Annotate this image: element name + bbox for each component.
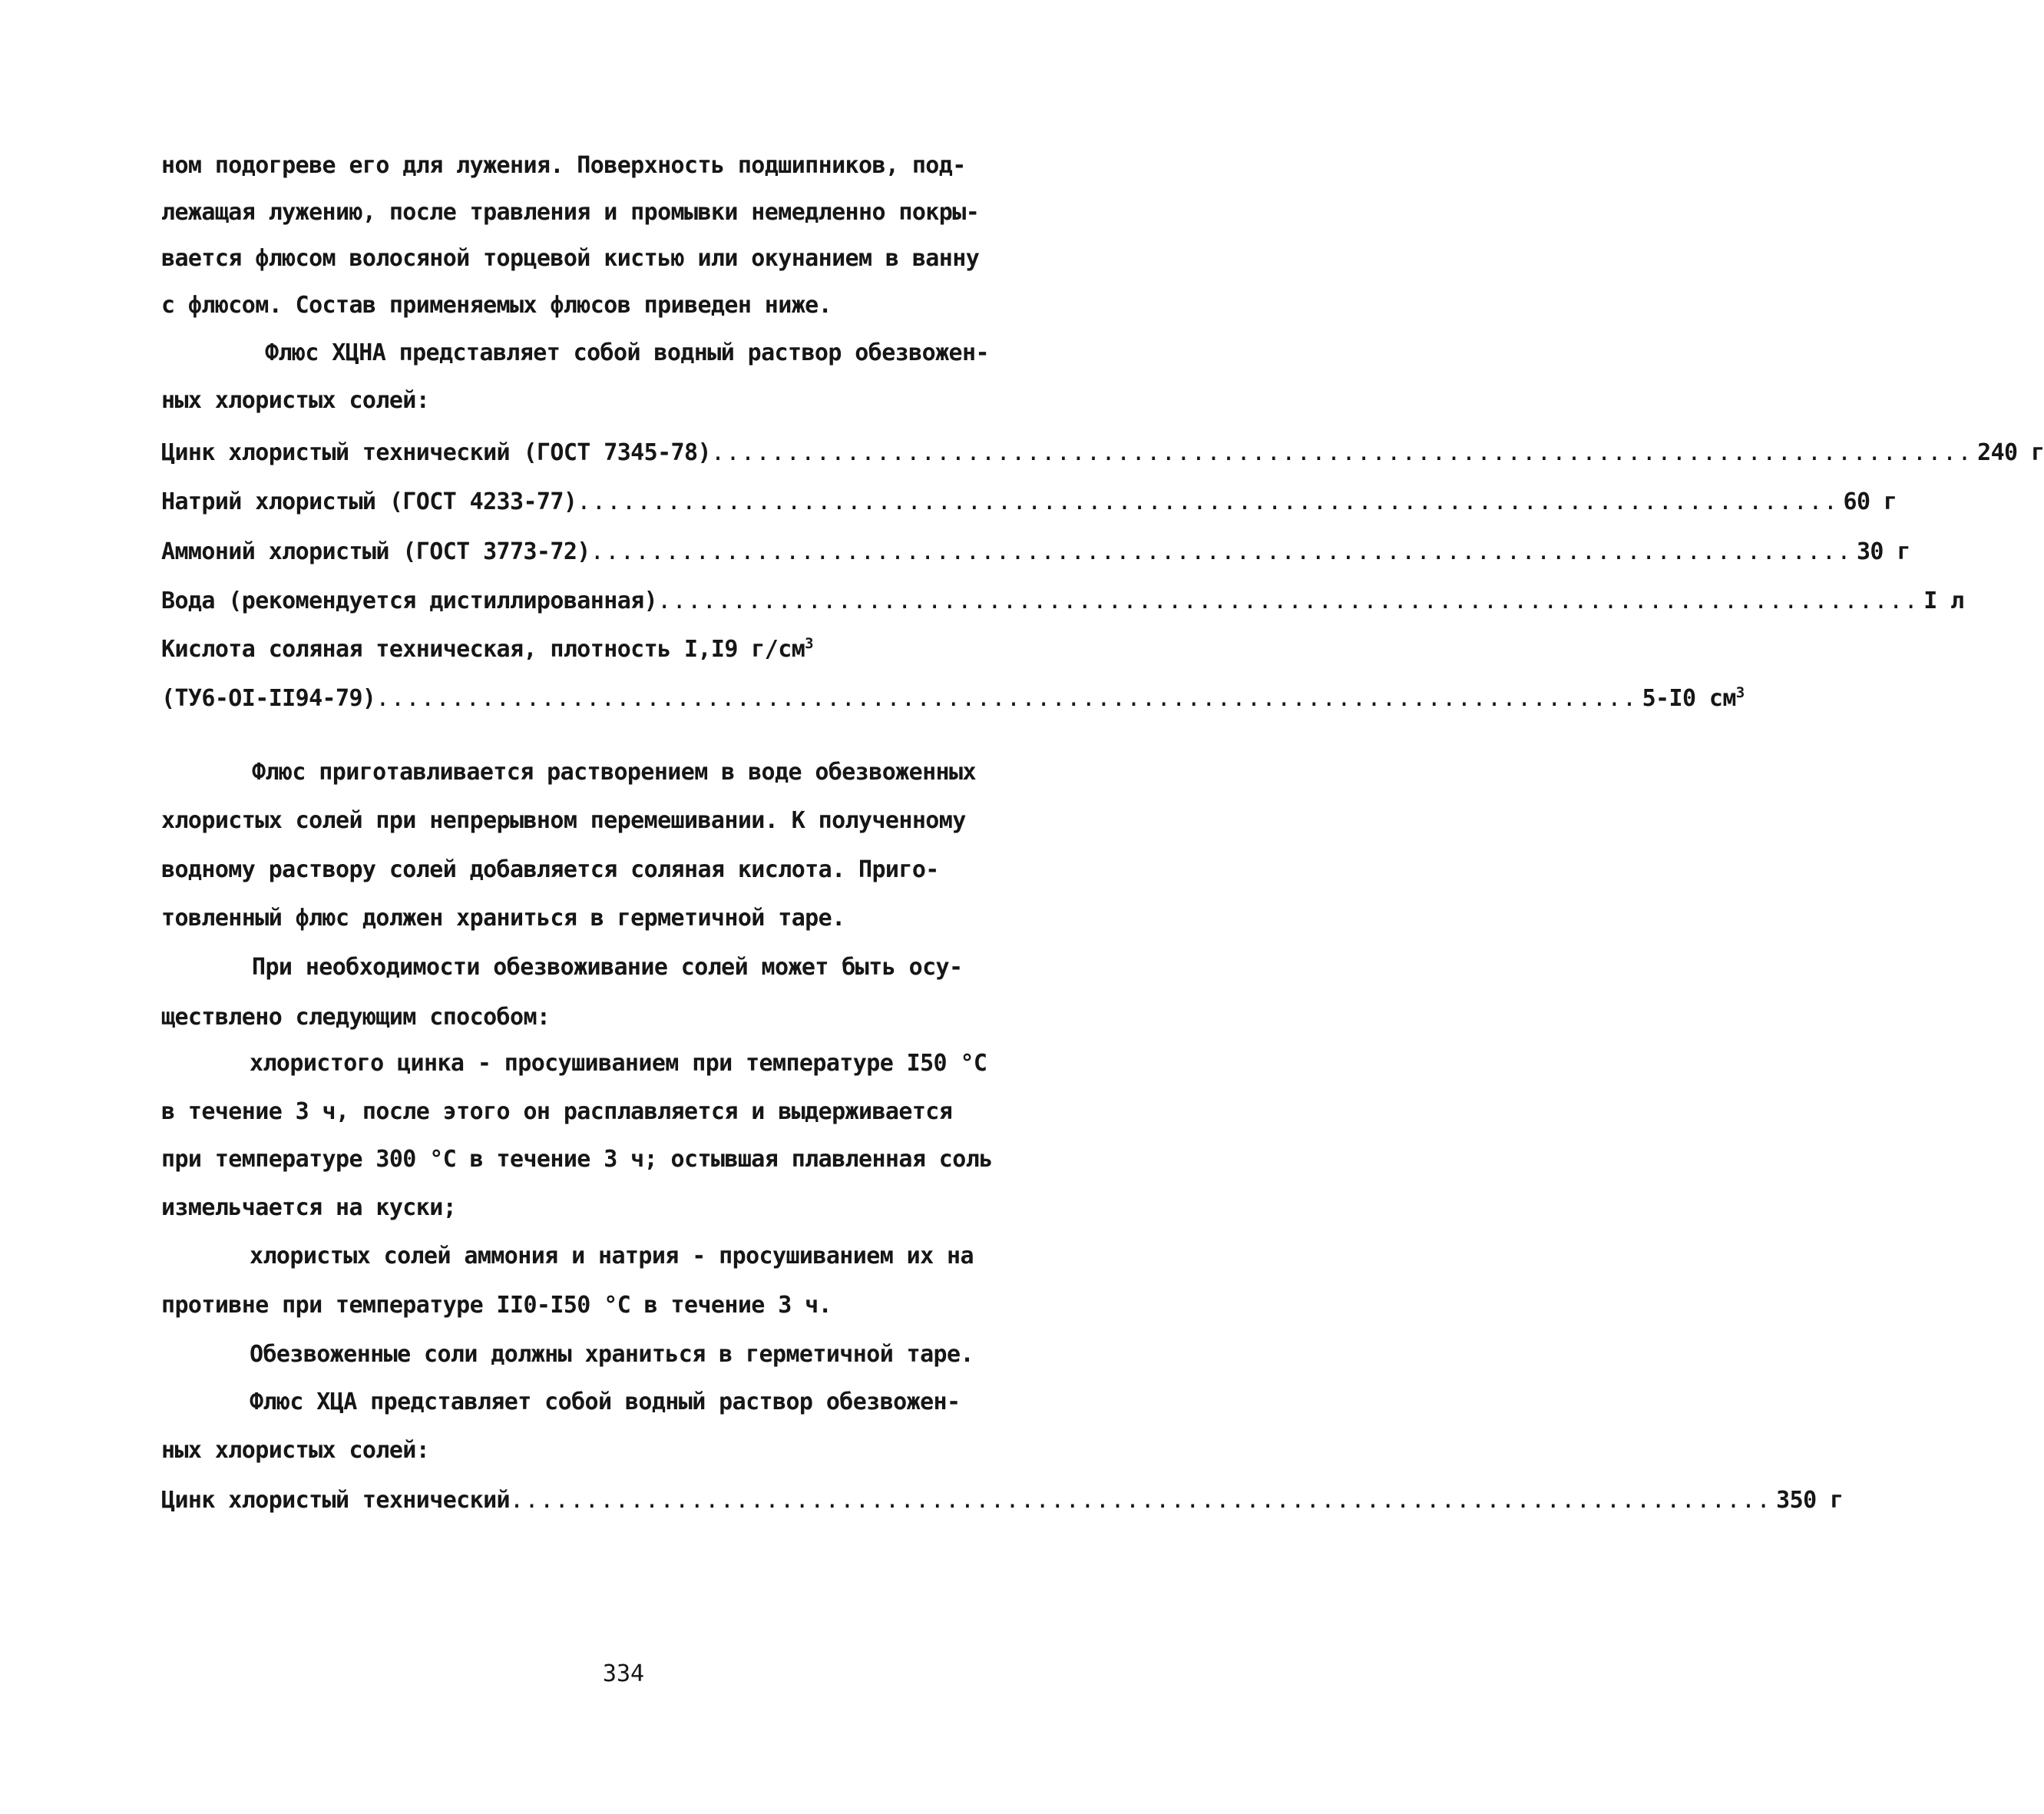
component-name: Цинк хлористый технический (ГОСТ 7345-78): [161, 439, 711, 466]
zinc-line: измельчается на куски;: [161, 1194, 457, 1221]
superscript: 3: [1735, 684, 1745, 701]
component-name: Вода (рекомендуется дистиллированная): [161, 588, 658, 614]
text-line: лежащая лужению, после травления и промывки немедленно покры-: [161, 199, 980, 226]
leader-dots: ....................................................................................: [510, 1487, 1772, 1514]
qty-text: 5-I0 см: [1642, 685, 1736, 712]
component-qty: 60 г: [1843, 488, 1897, 515]
page-number: 334: [602, 1660, 645, 1687]
salts-line: противне при температуре II0-I50 °С в течение 3 ч.: [161, 1292, 832, 1319]
storage-line: Обезвоженные соли должны храниться в герметичной таре.: [250, 1341, 974, 1368]
component-row: [161, 438, 2044, 468]
flux1-intro-line: Флюс ХЦНА представляет собой водный раствор обезвожен-: [265, 339, 989, 366]
prep-line: хлористых солей при непрерывном перемешивании. К полученному: [161, 807, 966, 834]
leader-dots: ....................................................................................: [577, 488, 1839, 515]
component-row: [161, 487, 1897, 518]
leader-dots: ....................................................................................: [375, 685, 1638, 712]
prep-line: водному раствору солей добавляется соляная кислота. Приго-: [161, 856, 939, 883]
component-row: [161, 1485, 1844, 1516]
component-qty: 30 г: [1856, 538, 1910, 565]
component-name: (ТУ6-ОI-II94-79): [161, 685, 376, 712]
component-row: [161, 537, 1910, 568]
text-line: вается флюсом волосяной торцевой кистью или окунанием в ванну: [161, 245, 980, 272]
flux2-intro-line: Флюс ХЦА представляет собой водный раствор обезвожен-: [250, 1389, 961, 1415]
flux2-intro-line: ных хлористых солей:: [161, 1437, 430, 1464]
superscript: 3: [805, 635, 813, 652]
component-row: [161, 684, 1745, 714]
leader-dots: ....................................................................................: [590, 538, 1852, 565]
zinc-line: при температуре 300 °С в течение 3 ч; остывшая плавленная соль: [161, 1146, 993, 1173]
acid-line-text: Кислота соляная техническая, плотность I,I9 г/см: [161, 636, 805, 663]
text-line: ном подогреве его для лужения. Поверхность подшипников, под-: [161, 152, 966, 179]
leader-dots: ....................................................................................: [710, 439, 1973, 466]
component-name: Цинк хлористый технический: [161, 1487, 510, 1514]
leader-dots: ....................................................................................: [657, 588, 1920, 614]
component-qty: I л: [1923, 588, 1964, 614]
component-qty: 350 г: [1776, 1487, 1844, 1514]
component-qty: 240 г: [1977, 439, 2044, 466]
prep-line: Флюс приготавливается растворением в воде обезвоженных: [252, 759, 976, 786]
salts-line: хлористых солей аммония и натрия - просушиванием их на: [250, 1243, 974, 1269]
zinc-line: в течение 3 ч, после этого он расплавляется и выдерживается: [161, 1098, 953, 1125]
zinc-line: хлористого цинка - просушиванием при температуре I50 °С: [250, 1050, 987, 1077]
text-line: с флюсом. Состав применяемых флюсов приведен ниже.: [161, 292, 832, 319]
acid-line: [161, 634, 1090, 665]
component-qty: [1638, 684, 1745, 714]
component-name: Аммоний хлористый (ГОСТ 3773-72): [161, 538, 590, 565]
prep-line: товленный флюс должен храниться в герметичной таре.: [161, 905, 845, 932]
dehyd-line: При необходимости обезвоживание солей может быть осу-: [252, 954, 963, 981]
flux1-intro-line: ных хлористых солей:: [161, 387, 430, 414]
dehyd-line: ществлено следующим способом:: [161, 1004, 551, 1031]
component-name: Натрий хлористый (ГОСТ 4233-77): [161, 488, 577, 515]
component-row: [161, 586, 1964, 617]
